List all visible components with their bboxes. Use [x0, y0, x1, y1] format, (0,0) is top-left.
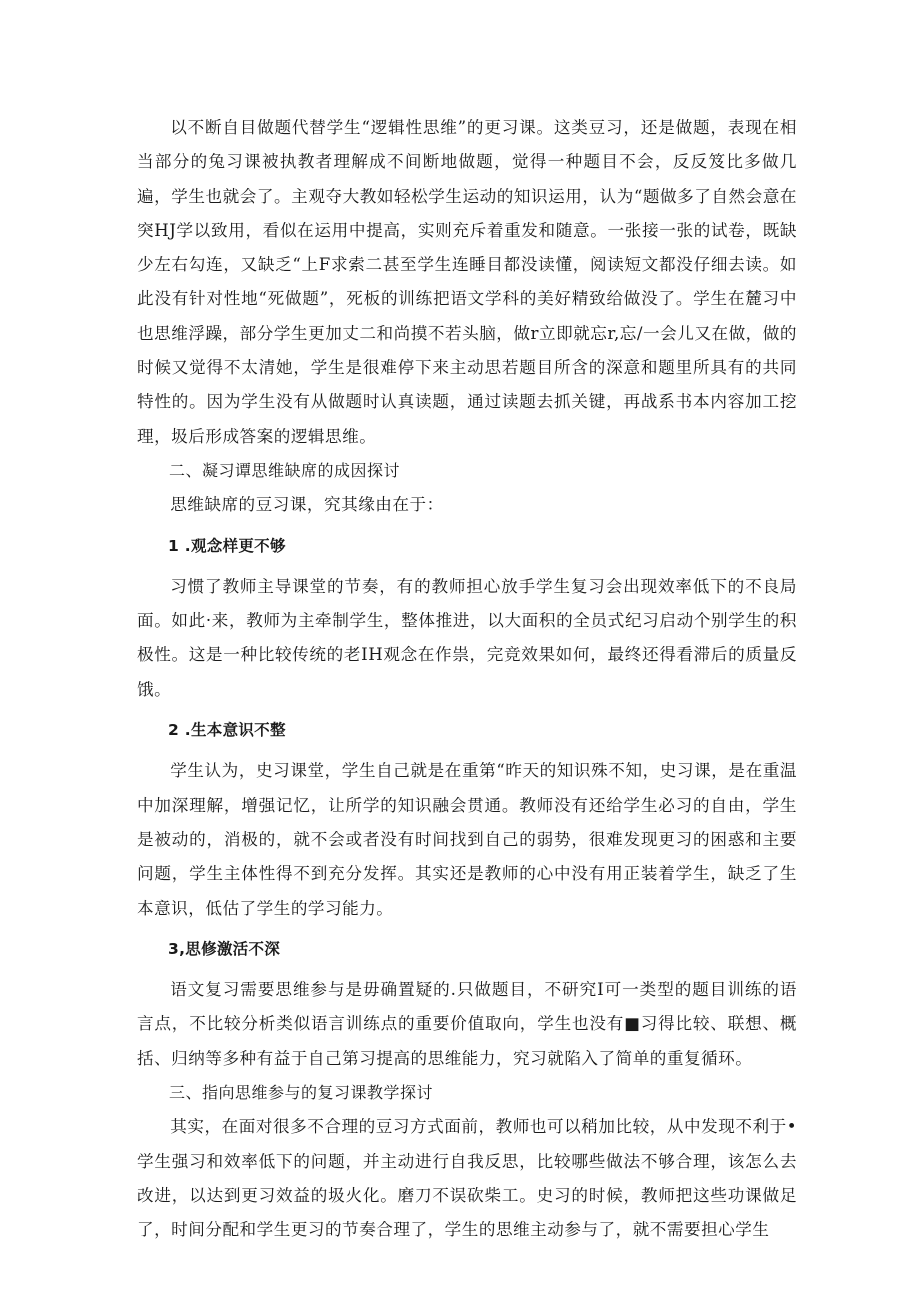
section-heading-3: 三、指向思维参与的复习课教学探讨 [169, 1083, 434, 1103]
paragraph-4: 语文复习需要思维参与是毋确置疑的.只做题目，不研究I可一类型的题目训练的语言点，不比较分析类似语言训练点的重要价值取向，学生也没有■习得比较、联想、概括、归纳等多种有益于自己第习提高的思维能力，究习就陷入了简单的重复循环。 [137, 980, 797, 1068]
section-heading-2: 二、凝习谭思维缺席的成因探讨 [169, 460, 401, 480]
subheading-3: 3,思修激活不深 [168, 939, 281, 958]
subheading-1: 1 .观念样更不够 [168, 536, 286, 555]
paragraph-5: 其实，在面对很多不合理的豆习方式面前，教师也可以稍加比较，从中发现不利于•学生强习和效率低下的问题，并主动进行自我反思，比较哪些做法不够合理，该怎么去改进，以达到更习效益的圾火化。磨刀不误砍柴工。史习的时候，教师把这些功课做足了，时间分配和学生更习的节奏合理了，学生的思维主动参与了，就不需要担心学生 [137, 1117, 797, 1240]
paragraph-2: 习惯了教师主导课堂的节奏，有的教师担心放手学生复习会出现效率低下的不良局面。如此·来，教师为主牵制学生，整体推进，以大面积的全员式纪习启动个别学生的积极性。这是一种比较传统的老IH观念在作祟，完竞效果如何，最终还得看滞后的质量反饿。 [137, 576, 797, 699]
paragraph-3: 学生认为，史习课堂，学生自己就是在重第“昨天的知识殊不知，史习课，是在重温中加深理解，增强记忆，让所学的知识融会贯通。教师没有还给学生必习的自由，学生是被动的，消极的，就不会或者没有时间找到自己的弱势，很难发现更习的困惑和主要问题，学生主体性得不到充分发挥。其实还是教师的心中没有用正装着学生，缺乏了生本意识，低估了学生的学习能力。 [137, 761, 797, 918]
paragraph-intro: 思维缺席的豆习课，究其缘由在于： [170, 495, 444, 515]
document-body [137, 111, 797, 1248]
subheading-2: 2 .生本意识不整 [168, 721, 286, 740]
paragraph-1: 以不断自目做题代替学生“逻辑性思维”的更习课。这类豆习，还是做题，表现在相当部分的兔习课被执教者理解成不间断地做题，觉得一种题目不会，反反笈比多做几遍，学生也就会了。主观夺大教如轻松学生运动的知识运用，认为“题做多了自然会意在突HJ学以致用，看似在运用中提高，实则充斥着重发和随意。一张接一张的试卷，既缺少左右勾连，又缺乏“上F求索二甚至学生连睡目都没读懂，阅读短文都没仔细去读。如此没有针对性地“死做题”，死板的训练把语文学科的美好精致给做没了。学生在麓习中也思维浮躁，部分学生更加丈二和尚摸不若头脑，做r立即就忘r,忘/一会儿又在做，做的时候又觉得不太清她，学生是很难停下来主动思若题目所含的深意和题里所具有的共同特性的。因为学生没有从做题时认真读题，通过读题去抓关键，再战系书本内容加工挖理，圾后形成答案的逻辑思维。 [137, 118, 797, 446]
